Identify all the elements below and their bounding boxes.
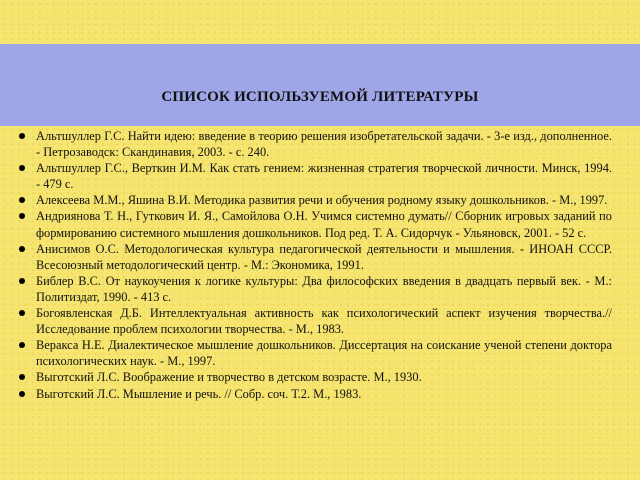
list-item — [16, 305, 612, 337]
reference-text: Выготский Л.С. Воображение и творчество в детском возрасте. М., 1930. — [36, 370, 422, 385]
list-item — [16, 208, 612, 240]
reference-text: Альтшуллер Г.С., Верткин И.М. Как стать гением: жизненная стратегия творческой личности. Минск, 1994. - 479 с. — [36, 161, 612, 192]
bullet-icon — [19, 213, 25, 219]
page-title: СПИСОК ИСПОЛЬЗУЕМОЙ ЛИТЕРАТУРЫ — [161, 89, 479, 105]
reference-text: Альтшуллер Г.С. Найти идею: введение в теорию решения изобретательской задачи. - 3-е изд., дополненное. - Петрозаводск: Скандинавия, 2003. - с. 240. — [36, 129, 612, 160]
title-band — [0, 44, 640, 126]
list-item — [16, 192, 612, 208]
bullet-icon — [19, 374, 25, 380]
bullet-icon — [19, 165, 25, 171]
bullet-icon — [19, 197, 25, 203]
reference-text: Выготский Л.С. Мышление и речь. // Собр. соч. Т.2. М., 1983. — [36, 386, 362, 401]
reference-text: Анисимов О.С. Методологическая культура педагогической деятельности и мышления. - ИНОАН СССР. Всесоюзный методологический центр. - М.: Экономика, 1991. — [36, 241, 612, 272]
reference-list — [16, 128, 612, 402]
list-item — [16, 337, 612, 369]
bullet-icon — [19, 278, 25, 284]
list-item — [16, 128, 612, 160]
reference-text: Алексеева М.М., Яшина В.И. Методика развития речи и обучения родному языку дошкольников. - М., 1997. — [36, 193, 608, 208]
reference-text: Андриянова Т. Н., Гуткович И. Я., Самойлова О.Н. Учимся системно думать// Сборник игровых заданий по формированию системного мышления дошкольников. Под ред. Т. А. Сидорчук - Ульяновск, 2001. - 52 с. — [36, 209, 612, 240]
list-item — [16, 241, 612, 273]
bullet-icon — [19, 342, 25, 348]
list-item — [16, 160, 612, 192]
bullet-icon — [19, 133, 25, 139]
bullet-icon — [19, 246, 25, 252]
reference-text: Веракса Н.Е. Диалектическое мышление дошкольников. Диссертация на соискание ученой степени доктора психологических наук. - М., 1997. — [36, 338, 612, 369]
reference-text: Библер В.С. От наукоучения к логике культуры: Два философских введения в двадцать первый век. - М.: Политиздат, 1990. - 413 с. — [36, 273, 612, 304]
list-item — [16, 386, 612, 402]
bullet-icon — [19, 310, 25, 316]
list-item — [16, 369, 612, 385]
reference-text: Богоявленская Д.Б. Интеллектуальная активность как психологический аспект изучения творчества.// Исследование проблем психологии творчества. - М., 1983. — [36, 306, 612, 337]
bullet-icon — [19, 391, 25, 397]
list-item — [16, 273, 612, 305]
